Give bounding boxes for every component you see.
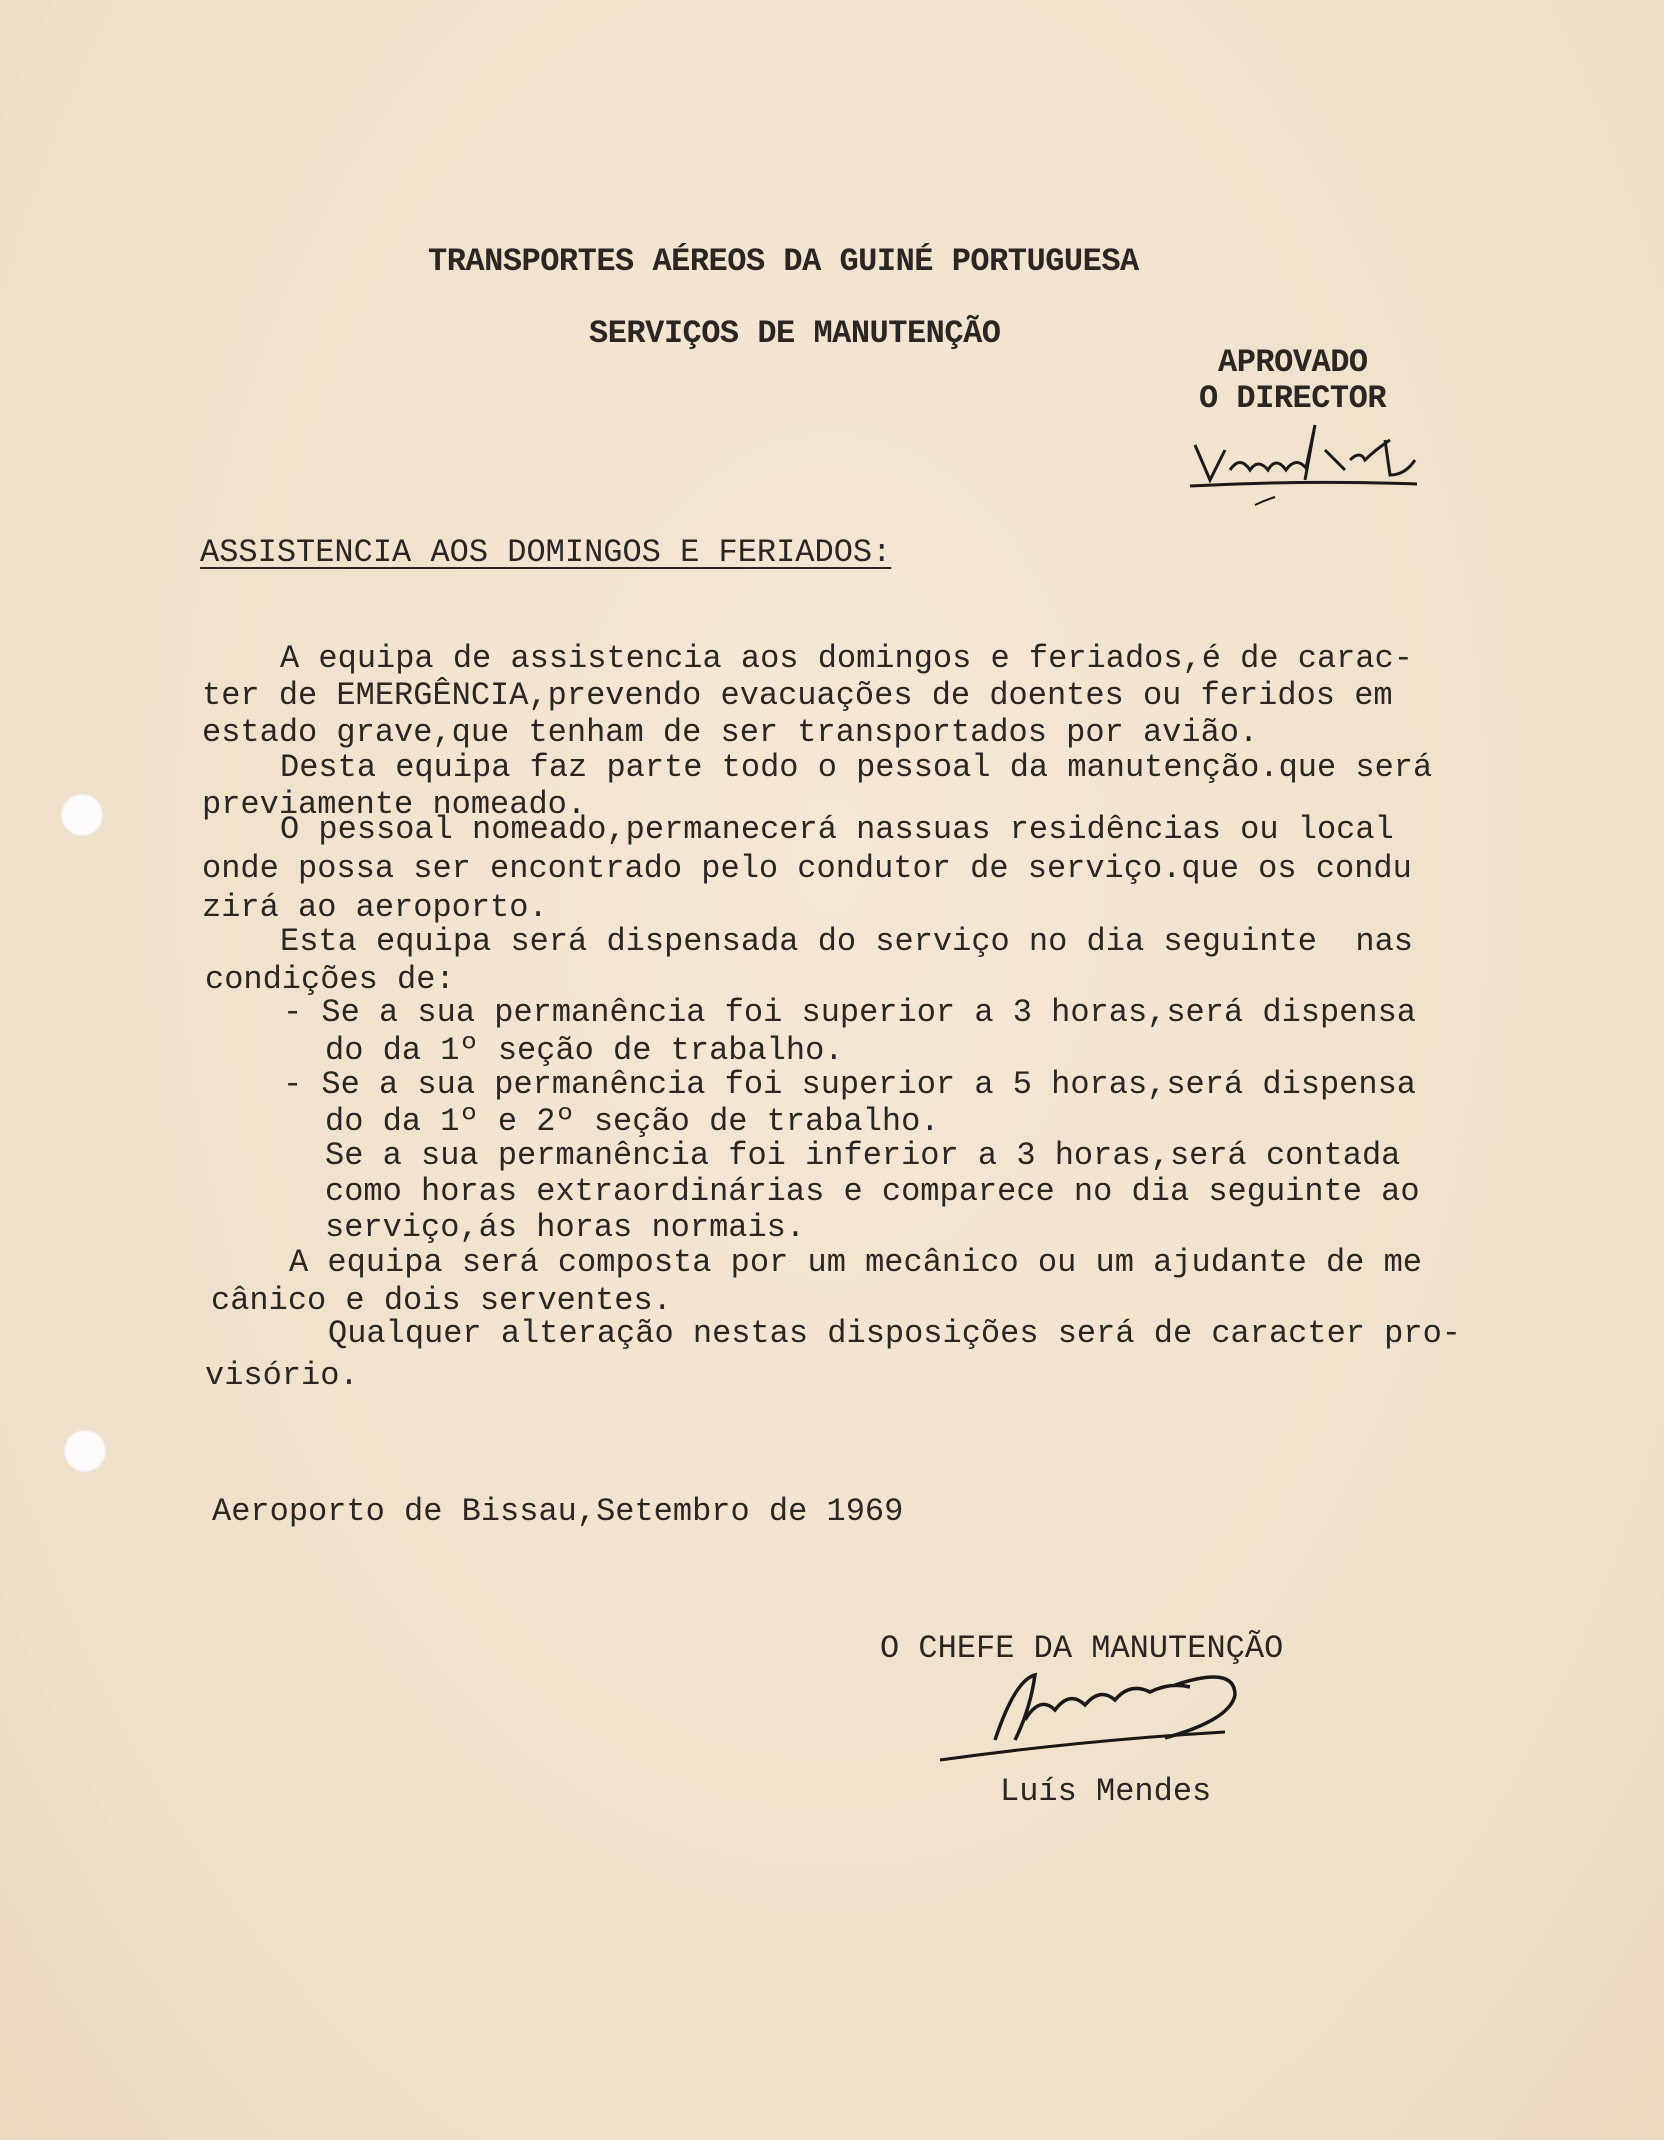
body-line: O pessoal nomeado,permanecerá nassuas residências ou local — [280, 811, 1394, 848]
department-name: SERVIÇOS DE MANUTENÇÃO — [589, 315, 1001, 352]
body-line: visório. — [205, 1357, 359, 1394]
signoff-title: O CHEFE DA MANUTENÇÃO — [880, 1630, 1284, 1667]
body-line: - Se a sua permanência foi superior a 3 horas,será dispensa — [283, 994, 1416, 1031]
body-line: - Se a sua permanência foi superior a 5 horas,será dispensa — [283, 1066, 1416, 1103]
body-line: previamente nomeado. — [202, 786, 587, 823]
body-line: Desta equipa faz parte todo o pessoal da manutenção.que será — [280, 749, 1433, 786]
body-line: estado grave,que tenham de ser transportados por avião. — [202, 714, 1259, 751]
place-date: Aeroporto de Bissau,Setembro de 1969 — [212, 1493, 904, 1530]
director-signature — [1185, 420, 1425, 510]
body-line: cânico e dois serventes. — [211, 1282, 672, 1319]
body-line: condições de: — [205, 961, 455, 998]
punch-hole — [63, 1429, 107, 1473]
body-line: como horas extraordinárias e comparece no dia seguinte ao — [325, 1173, 1420, 1210]
body-line: serviço,ás horas normais. — [325, 1209, 806, 1246]
company-name: TRANSPORTES AÉREOS DA GUINÉ PORTUGUESA — [428, 243, 1139, 280]
section-heading: ASSISTENCIA AOS DOMINGOS E FERIADOS: — [200, 534, 892, 571]
body-line: zirá ao aeroporto. — [202, 889, 548, 926]
body-line: do da 1º seção de trabalho. — [325, 1032, 844, 1069]
body-line: do da 1º e 2º seção de trabalho. — [325, 1103, 940, 1140]
approval-director: O DIRECTOR — [1199, 380, 1387, 417]
signoff-name: Luís Mendes — [1000, 1773, 1212, 1810]
approval-label: APROVADO — [1218, 344, 1368, 381]
body-line: Esta equipa será dispensada do serviço no dia seguinte nas — [280, 923, 1413, 960]
body-line: A equipa será composta por um mecânico ou um ajudante de me — [289, 1244, 1422, 1281]
body-line: ter de EMERGÊNCIA,prevendo evacuações de doentes ou feridos em — [202, 677, 1393, 714]
body-line: onde possa ser encontrado pelo condutor de serviço.que os condu — [202, 850, 1412, 887]
body-line: A equipa de assistencia aos domingos e feriados,é de carac- — [280, 640, 1413, 677]
punch-hole — [60, 793, 104, 837]
body-line: Qualquer alteração nestas disposições será de caracter pro- — [328, 1315, 1461, 1352]
chief-signature — [935, 1660, 1295, 1780]
body-line: Se a sua permanência foi inferior a 3 horas,será contada — [325, 1137, 1401, 1174]
